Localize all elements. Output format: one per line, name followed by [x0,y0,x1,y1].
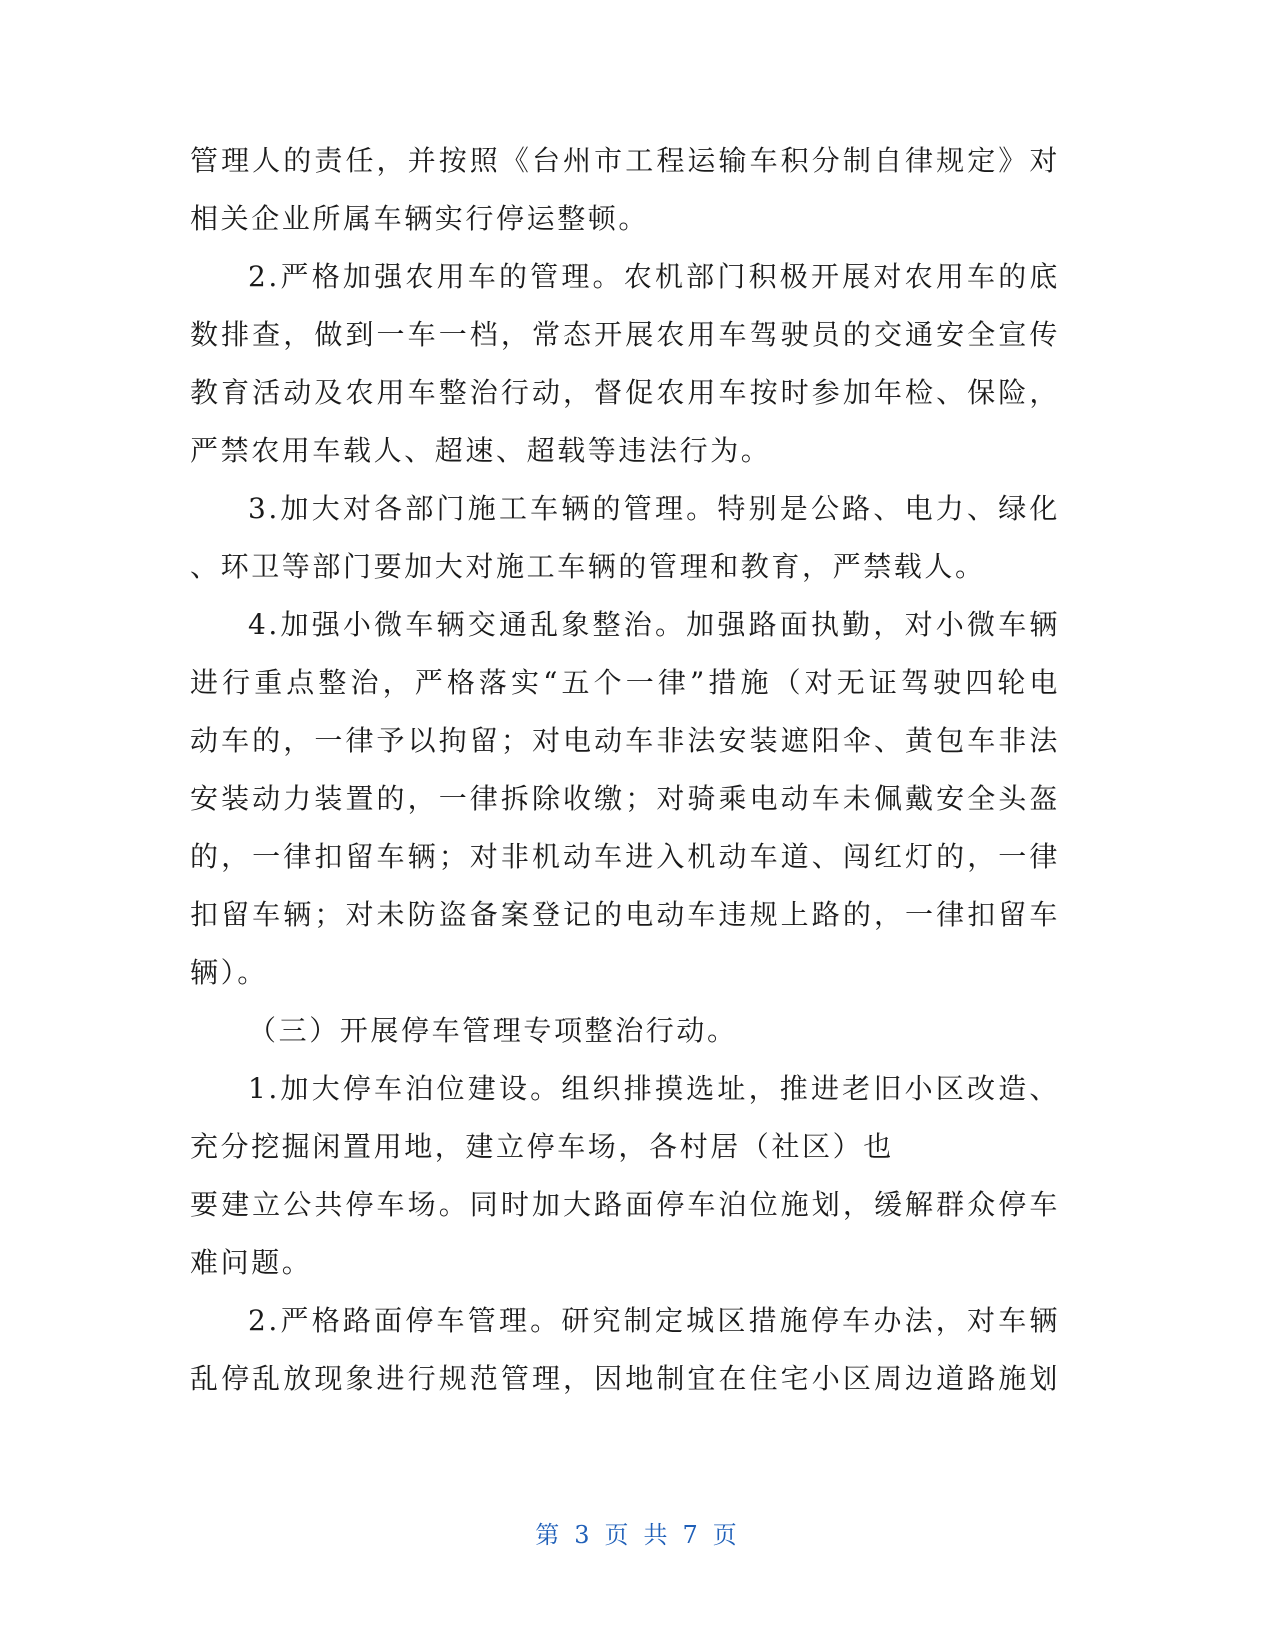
footer-gong: 共 [643,1521,671,1549]
text-line: 管理人的责任，并按照《台州市工程运输车积分制自律规定》对 [190,144,1060,177]
text-line: 、环卫等部门要加大对施工车辆的管理和教育，严禁载人。 [190,550,986,583]
text-line: 扣留车辆；对未防盗备案登记的电动车违规上路的，一律扣留车 [190,898,1060,931]
page-footer [0,1518,1275,1552]
text-line: 严禁农用车载人、超速、超载等违法行为。 [190,434,772,467]
text-line: 进行重点整治，严格落实“五个一律”措施（对无证驾驶四轮电 [190,666,1060,699]
footer-page-number: 3 [574,1521,593,1549]
footer-total-pages: 7 [682,1521,701,1549]
text-line: 3.加大对各部门施工车辆的管理。特别是公路、电力、绿化 [248,492,1060,525]
text-line: 2.严格加强农用车的管理。农机部门积极开展对农用车的底 [248,260,1060,293]
text-line: 相关企业所属车辆实行停运整顿。 [190,202,650,235]
footer-ye: 页 [604,1521,632,1549]
footer-ye2: 页 [712,1521,740,1549]
footer-di: 第 [535,1521,563,1549]
section-heading: （三）开展停车管理专项整治行动。 [248,1014,738,1047]
text-line: 辆）。 [190,956,268,989]
text-line: 教育活动及农用车整治行动，督促农用车按时参加年检、保险， [190,376,1060,409]
text-line: 2.严格路面停车管理。研究制定城区措施停车办法，对车辆 [248,1304,1060,1337]
text-line: 的，一律扣留车辆；对非机动车进入机动车道、闯红灯的，一律 [190,840,1060,873]
text-line: 难问题。 [190,1246,313,1279]
text-line: 数排查，做到一车一档，常态开展农用车驾驶员的交通安全宣传 [190,318,1060,351]
text-line: 安装动力装置的，一律拆除收缴；对骑乘电动车未佩戴安全头盔 [190,782,1060,815]
text-line: 充分挖掘闲置用地，建立停车场，各村居（社区）也 [190,1130,894,1163]
text-line: 4.加强小微车辆交通乱象整治。加强路面执勤，对小微车辆 [248,608,1060,641]
text-line: 1.加大停车泊位建设。组织排摸选址，推进老旧小区改造、 [248,1072,1060,1105]
text-line: 动车的，一律予以拘留；对电动车非法安装遮阳伞、黄包车非法 [190,724,1060,757]
text-line: 乱停乱放现象进行规范管理，因地制宜在住宅小区周边道路施划 [190,1362,1060,1395]
text-line: 要建立公共停车场。同时加大路面停车泊位施划，缓解群众停车 [190,1188,1060,1221]
